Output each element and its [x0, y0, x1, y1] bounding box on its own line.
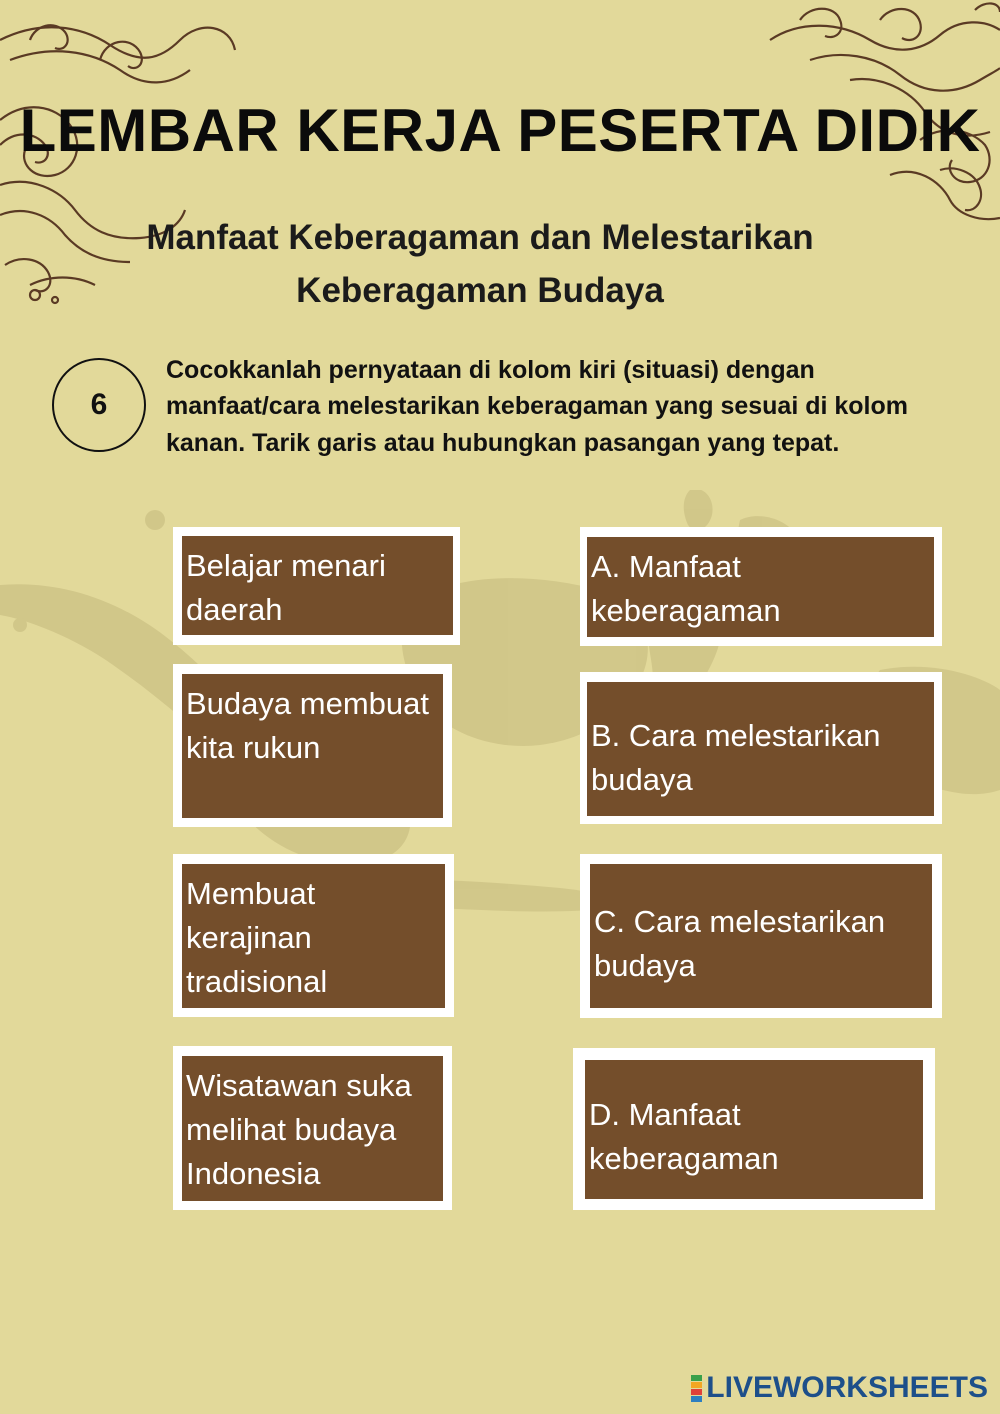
left-item-card-3[interactable] [173, 854, 454, 1017]
right-item-text-c: C. Cara melestarikan budaya [590, 864, 932, 1008]
liveworksheets-logo-text: LIVEWORKSHEETS [706, 1371, 988, 1404]
question-instruction: Cocokkanlah pernyataan di kolom kiri (situasi) dengan manfaat/cara melestarikan keberagaman yang sesuai di kolom kanan. Tarik garis atau hubungkan pasangan yang tepat. [166, 356, 909, 457]
left-item-text-3: Membuat kerajinan tradisional [182, 864, 445, 1008]
question-number-badge: 6 [52, 358, 146, 452]
page-subtitle [60, 212, 900, 317]
left-item-text-2: Budaya membuat kita rukun [182, 674, 443, 818]
right-item-card-c[interactable] [580, 854, 942, 1018]
left-item-text-4: Wisatawan suka melihat budaya Indonesia [182, 1056, 443, 1201]
liveworksheets-logo-icon [691, 1375, 702, 1402]
right-item-text-b: B. Cara melestarikan budaya [587, 682, 934, 816]
right-item-card-b[interactable] [580, 672, 942, 824]
subtitle-line-1: Manfaat Keberagaman dan Melestarikan [146, 218, 814, 257]
left-item-card-1[interactable] [173, 527, 460, 645]
left-item-card-2[interactable] [173, 664, 452, 827]
right-item-card-a[interactable] [580, 527, 942, 646]
left-item-card-4[interactable] [173, 1046, 452, 1210]
left-item-text-1: Belajar menari daerah [182, 536, 453, 635]
page-title: LEMBAR KERJA PESERTA DIDIK [19, 97, 981, 164]
subtitle-line-2: Keberagaman Budaya [296, 270, 664, 310]
right-item-card-d[interactable] [573, 1048, 935, 1210]
liveworksheets-logo [691, 1372, 988, 1404]
right-item-text-d: D. Manfaat keberagaman [585, 1060, 923, 1199]
right-item-text-a: A. Manfaat keberagaman [587, 537, 934, 637]
